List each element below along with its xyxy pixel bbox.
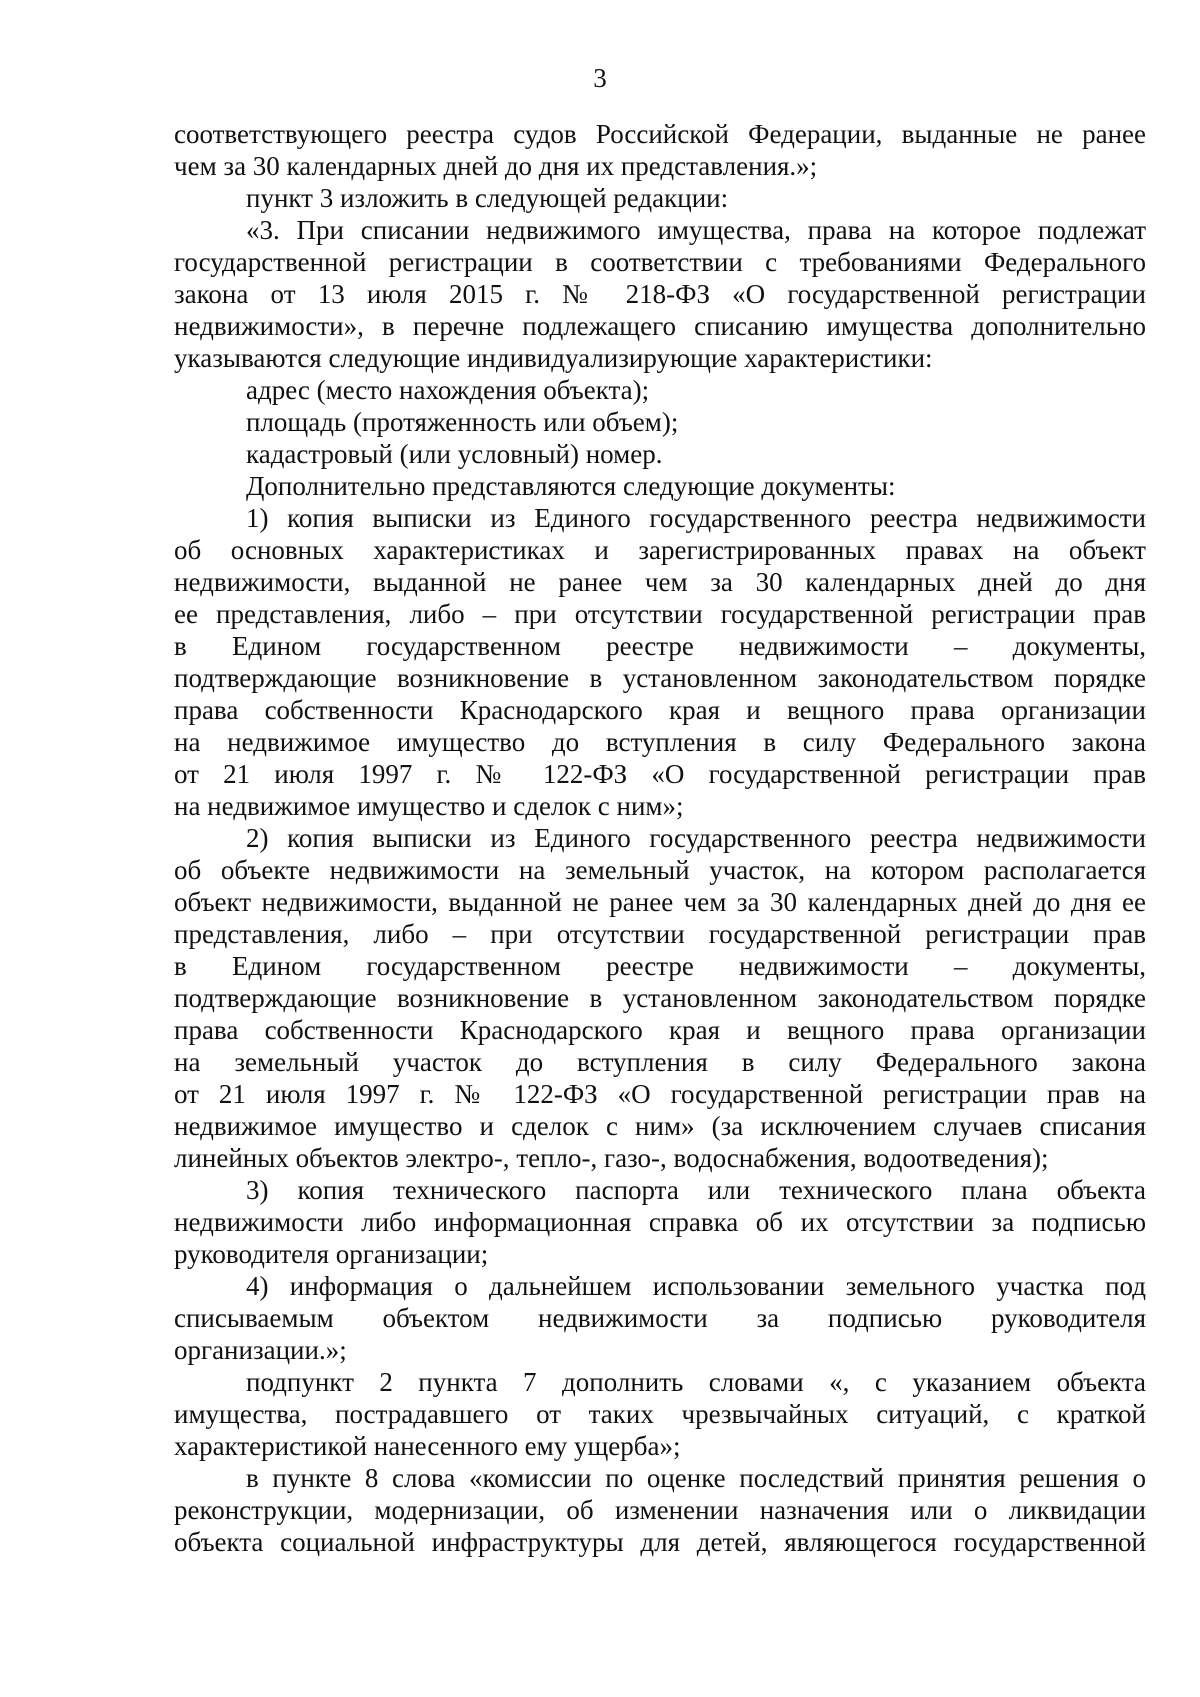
text-line: недвижимости либо информационная справка об их отсутствии за подписью <box>174 1207 1146 1237</box>
text-line: реконструкции, модернизации, об изменении назначения или о ликвидации <box>174 1495 1146 1525</box>
text-line: на земельный участок до вступления в силу Федерального закона <box>174 1047 1146 1077</box>
text-line: недвижимости, выданной не ранее чем за 30 календарных дней до дня <box>174 567 1146 597</box>
text-line: права собственности Краснодарского края и вещного права организации <box>174 695 1146 725</box>
text-line: об основных характеристиках и зарегистрированных правах на объект <box>174 535 1146 565</box>
text-line: подпункт 2 пункта 7 дополнить словами «, с указанием объекта <box>246 1367 1146 1397</box>
text-line: 3) копия технического паспорта или технического плана объекта <box>246 1175 1146 1205</box>
text-line: кадастровый (или условный) номер. <box>246 439 663 469</box>
text-line: руководителя организации; <box>174 1239 489 1269</box>
text-line: 1) копия выписки из Единого государственного реестра недвижимости <box>246 503 1146 533</box>
text-line: Дополнительно представляются следующие документы: <box>246 471 896 501</box>
text-line: указываются следующие индивидуализирующие характеристики: <box>174 343 933 373</box>
text-line: от 21 июля 1997 г. № 122-ФЗ «О государственной регистрации прав <box>174 759 1146 789</box>
text-line: в пункте 8 слова «комиссии по оценке последствий принятия решения о <box>246 1463 1146 1493</box>
text-line: объекта социальной инфраструктуры для детей, являющегося государственной <box>174 1527 1146 1557</box>
text-line: государственной регистрации в соответствии с требованиями Федерального <box>174 247 1146 277</box>
text-line: подтверждающие возникновение в установленном законодательством порядке <box>174 983 1146 1013</box>
text-line: подтверждающие возникновение в установленном законодательством порядке <box>174 663 1146 693</box>
text-line: права собственности Краснодарского края и вещного права организации <box>174 1015 1146 1045</box>
text-line: в Едином государственном реестре недвижимости – документы, <box>174 631 1146 661</box>
text-line: от 21 июля 1997 г. № 122-ФЗ «О государственной регистрации прав на <box>174 1079 1146 1109</box>
text-line: на недвижимое имущество до вступления в силу Федерального закона <box>174 727 1146 757</box>
text-line: об объекте недвижимости на земельный участок, на котором располагается <box>174 855 1146 885</box>
text-line: пункт 3 изложить в следующей редакции: <box>246 183 729 213</box>
text-line: представления, либо – при отсутствии государственной регистрации прав <box>174 919 1146 949</box>
text-line: чем за 30 календарных дней до дня их представления.»; <box>174 151 818 181</box>
text-line: списываемым объектом недвижимости за подписью руководителя <box>174 1303 1146 1333</box>
text-line: «3. При списании недвижимого имущества, права на которое подлежат <box>246 215 1146 245</box>
page-number: 3 <box>593 63 607 93</box>
text-line: ее представления, либо – при отсутствии государственной регистрации прав <box>174 599 1146 629</box>
document-body <box>174 118 1146 1558</box>
text-line: в Едином государственном реестре недвижимости – документы, <box>174 951 1146 981</box>
text-line: соответствующего реестра судов Российской Федерации, выданные не ранее <box>174 119 1146 149</box>
text-line: адрес (место нахождения объекта); <box>246 375 650 405</box>
text-line: на недвижимое имущество и сделок с ним»; <box>174 791 684 821</box>
text-line: недвижимости», в перечне подлежащего списанию имущества дополнительно <box>174 311 1146 341</box>
text-line: характеристикой нанесенного ему ущерба»; <box>174 1431 681 1461</box>
text-line: имущества, пострадавшего от таких чрезвычайных ситуаций, с краткой <box>174 1399 1146 1429</box>
text-line: линейных объектов электро-, тепло-, газо-, водоснабжения, водоотведения); <box>174 1143 1049 1173</box>
text-line: недвижимое имущество и сделок с ним» (за исключением случаев списания <box>174 1111 1146 1141</box>
text-line: закона от 13 июля 2015 г. № 218-ФЗ «О государственной регистрации <box>174 279 1146 309</box>
text-line: 2) копия выписки из Единого государственного реестра недвижимости <box>246 823 1146 853</box>
text-line: площадь (протяженность или объем); <box>246 407 679 437</box>
text-line: организации.»; <box>174 1335 347 1365</box>
text-line: 4) информация о дальнейшем использовании земельного участка под <box>246 1271 1146 1301</box>
text-line: объект недвижимости, выданной не ранее чем за 30 календарных дней до дня ее <box>174 887 1146 917</box>
